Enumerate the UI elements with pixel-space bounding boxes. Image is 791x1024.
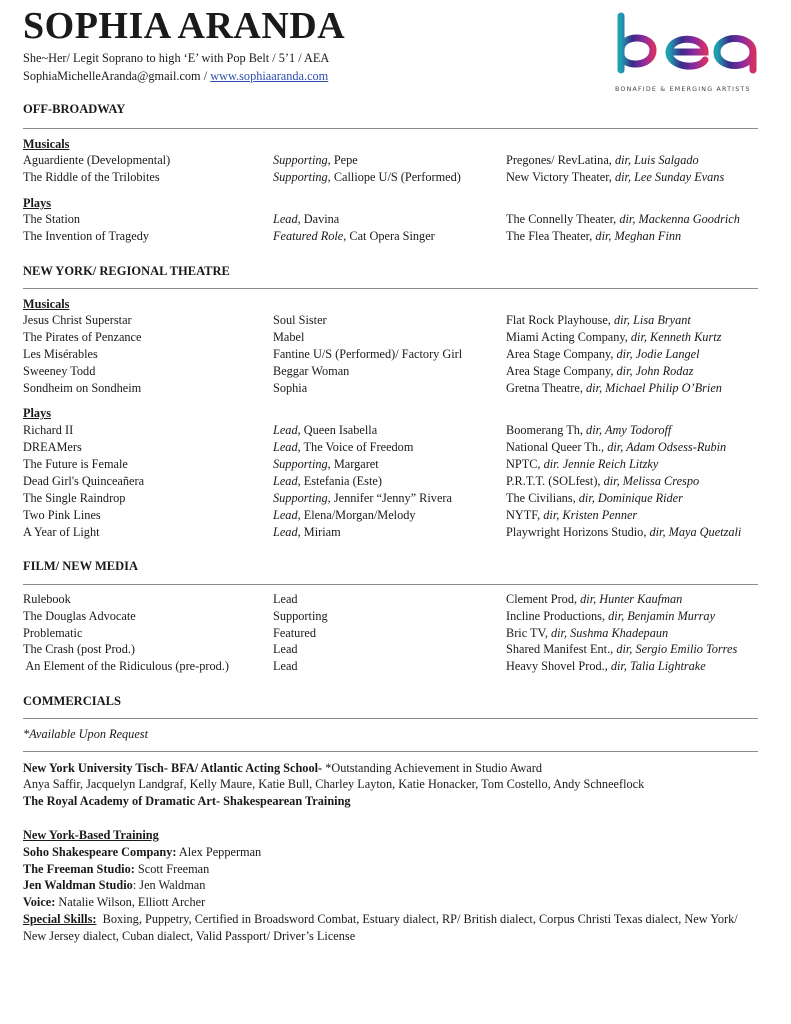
bea-logo-mark xyxy=(613,12,773,84)
credit-row: Jesus Christ Superstar Soul Sister Flat Rock Playhouse, dir, Lisa Bryant xyxy=(23,313,691,327)
section-divider xyxy=(23,288,758,289)
section-title-film: FILM/ NEW MEDIA xyxy=(23,559,139,573)
special-skills-line: Special Skills: Boxing, Puppetry, Certified in Broadsword Combat, Estuary dialect, RP/ British dialect, Corpus Christi Texas dialect, New York/ xyxy=(23,912,738,926)
credit-row: The Station Lead, Davina The Connelly Theater, dir, Mackenna Goodrich xyxy=(23,212,740,226)
email-text: SophiaMichelleAranda@gmail.com xyxy=(23,69,201,83)
credit-row: The Crash (post Prod.) Lead Shared Manifest Ent., dir, Sergio Emilio Torres xyxy=(23,642,738,656)
subsection-musicals: Musicals xyxy=(23,137,70,151)
credit-row: An Element of the Ridiculous (pre-prod.) Lead Heavy Shovel Prod., dir, Talia Lightrake xyxy=(23,659,706,673)
credit-row: DREAMers Lead, The Voice of Freedom National Queer Th., dir, Adam Odsess-Rubin xyxy=(23,440,727,454)
training-item: Voice: Natalie Wilson, Elliott Archer xyxy=(23,895,206,909)
section-title-commercials: COMMERCIALS xyxy=(23,694,121,708)
training-item: The Freeman Studio: Scott Freeman xyxy=(23,862,210,876)
credit-row: The Future is Female Supporting, Margaret NPTC, dir. Jennie Reich Litzky xyxy=(23,457,659,471)
credit-row: Les Misérables Fantine U/S (Performed)/ Factory Girl Area Stage Company, dir, Jodie Langel xyxy=(23,347,700,361)
section-divider xyxy=(23,751,758,752)
agency-logo xyxy=(613,12,773,102)
subsection-plays: Plays xyxy=(23,406,52,420)
credit-row: The Pirates of Penzance Mabel Miami Acting Company, dir, Kenneth Kurtz xyxy=(23,330,722,344)
credit-row: Richard II Lead, Queen Isabella Boomerang Th, dir, Amy Todoroff xyxy=(23,423,672,437)
education-line: New York University Tisch- BFA/ Atlantic Acting School- *Outstanding Achievement in Studio Award xyxy=(23,761,542,775)
contact-line: SophiaMichelleAranda@gmail.com / www.sophiaaranda.com xyxy=(23,69,329,83)
subsection-plays: Plays xyxy=(23,196,52,210)
credit-row: The Douglas Advocate Supporting Incline Productions, dir, Benjamin Murray xyxy=(23,609,716,623)
credit-row: The Single Raindrop Supporting, Jennifer “Jenny” Rivera The Civilians, dir, Dominique Rider xyxy=(23,491,683,505)
section-divider xyxy=(23,718,758,719)
section-divider xyxy=(23,584,758,585)
credit-row: Sweeney Todd Beggar Woman Area Stage Company, dir, John Rodaz xyxy=(23,364,694,378)
website-link[interactable]: www.sophiaaranda.com xyxy=(210,69,329,83)
credit-row: A Year of Light Lead, Miriam Playwright Horizons Studio, dir, Maya Quetzali xyxy=(23,525,742,539)
training-item: Jen Waldman Studio: Jen Waldman xyxy=(23,878,206,892)
agency-tagline: BONAFIDE & EMERGING ARTISTS xyxy=(615,86,751,93)
credit-row: The Invention of Tragedy Featured Role, Cat Opera Singer The Flea Theater, dir, Meghan Finn xyxy=(23,229,682,243)
special-skills-line-2: New Jersey dialect, Cuban dialect, Valid Passport/ Driver’s License xyxy=(23,929,356,943)
training-item: Soho Shakespeare Company: Alex Pepperman xyxy=(23,845,262,859)
credit-row: Problematic Featured Bric TV, dir, Sushma Khadepaun xyxy=(23,626,669,640)
credit-row: The Riddle of the Trilobites Supporting, Calliope U/S (Performed) New Victory Theater, dir, Lee Sunday Evans xyxy=(23,170,725,184)
subsection-musicals: Musicals xyxy=(23,297,70,311)
teachers-line: Anya Saffir, Jacquelyn Landgraf, Kelly Maure, Katie Bull, Charley Layton, Katie Honacker, Tom Costello, Andy Schneeflock xyxy=(23,777,645,791)
credit-row: Rulebook Lead Clement Prod, dir, Hunter Kaufman xyxy=(23,592,683,606)
credit-row: Dead Girl's Quinceañera Lead, Estefania (Este) P.R.T.T. (SOLfest), dir, Melissa Crespo xyxy=(23,474,700,488)
section-divider xyxy=(23,128,758,129)
commercials-note: *Available Upon Request xyxy=(23,727,148,741)
performer-name: SOPHIA ARANDA xyxy=(23,5,346,47)
credit-row: Sondheim on Sondheim Sophia Gretna Theatre, dir, Michael Philip O’Brien xyxy=(23,381,722,395)
rada-line: The Royal Academy of Dramatic Art- Shakespearean Training xyxy=(23,794,351,808)
section-title-off-broadway: OFF-BROADWAY xyxy=(23,102,126,116)
performer-stats: She~Her/ Legit Soprano to high ‘E’ with Pop Belt / 5’1 / AEA xyxy=(23,51,330,65)
section-title-regional: NEW YORK/ REGIONAL THEATRE xyxy=(23,264,230,278)
credit-row: Two Pink Lines Lead, Elena/Morgan/Melody NYTF, dir, Kristen Penner xyxy=(23,508,638,522)
credit-row: Aguardiente (Developmental) Supporting, Pepe Pregones/ RevLatina, dir, Luis Salgado xyxy=(23,153,699,167)
ny-training-heading: New York-Based Training xyxy=(23,828,159,842)
